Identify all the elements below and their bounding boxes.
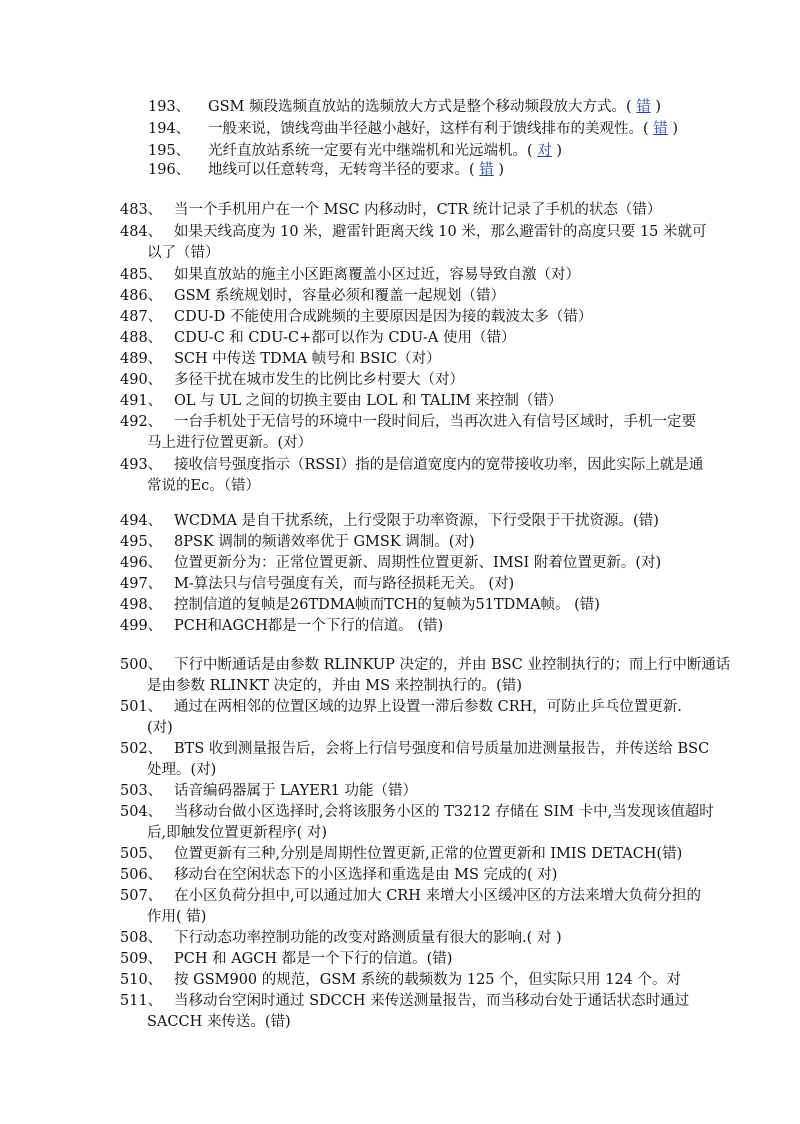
question-text: 一般来说，馈线弯曲半径越小越好，这样有利于馈线排布的美观性。( [208,121,654,137]
question-500-continued: 是由参数 RLINKT 决定的，并由 MS 来控制执行的。(错) [147,678,522,694]
question-text: 通过在两相邻的位置区域的边界上设置一滞后参数 CRH，可防止乒乓位置更新. [174,699,682,715]
question-number: 508、 [120,930,163,946]
question-number: 500、 [120,657,163,673]
question-text: 按 GSM900 的规范，GSM 系统的载频数为 125 个，但实际只用 124 个。对 [174,972,682,988]
question-number: 193、 [148,99,191,115]
question-number: 504、 [120,804,163,820]
question-number: 491、 [120,393,163,409]
question-number: 510、 [120,972,163,988]
question-number: 488、 [120,330,163,346]
question-493-continued: 常说的Ec。（错） [147,478,260,494]
question-text: 话音编码器属于 LAYER1 功能（错） [174,783,418,799]
question-number: 493、 [120,457,163,473]
question-text: 8PSK 调制的频谱效率优于 GMSK 调制。(对) [174,534,475,550]
question-number: 196、 [148,162,191,178]
question-text: 光纤直放站系统一定要有光中继端机和光远端机。( [208,143,538,159]
question-text: 在小区负荷分担中,可以通过加大 CRH 来增大小区缓冲区的方法来增大负荷分担的 [174,888,701,904]
question-number: 509、 [120,951,163,967]
question-number: 484、 [120,224,163,240]
question-number: 496、 [120,555,163,571]
question-number: 492、 [120,414,163,430]
question-text: 控制信道的复帧是26TDMA帧而TCH的复帧为51TDMA帧。 (错) [174,597,600,613]
question-text: WCDMA 是自干扰系统，上行受限于功率资源，下行受限于干扰资源。(错) [174,513,659,529]
question-number: 487、 [120,309,163,325]
question-507-continued: 作用( 错) [147,909,207,925]
answer: 错 [653,121,668,137]
answer: 对 [537,143,552,159]
question-text: 当移动台做小区选择时,会将该服务小区的 T3212 存储在 SIM 卡中,当发现该值超时 [174,804,714,820]
question-number: 495、 [120,534,163,550]
question-number: 485、 [120,267,163,283]
question-number: 505、 [120,846,163,862]
question-number: 498、 [120,597,163,613]
answer: 错 [636,99,651,115]
question-text: 一台手机处于无信号的环境中一段时间后，当再次进入有信号区域时，手机一定要 [174,414,696,430]
question-number: 501、 [120,699,163,715]
question-number: 483、 [120,202,163,218]
question-492-continued: 马上进行位置更新。(对） [147,435,313,451]
question-text: 位置更新分为：正常位置更新、周期性位置更新、IMSI 附着位置更新。(对) [174,555,662,571]
question-text: PCH 和 AGCH 都是一个下行的信道。(错) [174,951,453,967]
question-text: 移动台在空闲状态下的小区选择和重选是由 MS 完成的( 对) [174,867,558,883]
question-text: 当一个手机用户在一个 MSC 内移动时，CTR 统计记录了手机的状态（错） [174,202,662,218]
question-text: PCH和AGCH都是一个下行的信道。 (错) [174,618,444,634]
question-text: BTS 收到测量报告后，会将上行信号强度和信号质量加进测量报告，并传送给 BSC [174,741,710,757]
question-484-continued: 以了（错） [147,245,220,261]
question-502-continued: 处理。(对) [147,762,217,778]
question-number: 502、 [120,741,163,757]
question-number: 194、 [148,121,191,137]
question-text: GSM 频段选频直放站的选频放大方式是整个移动频段放大方式。( [208,99,637,115]
question-number: 489、 [120,351,163,367]
question-number: 195、 [148,143,191,159]
question-text: 下行动态功率控制功能的改变对路测质量有很大的影响.( 对 ) [174,930,562,946]
question-text: 接收信号强度指示（RSSI）指的是信道宽度内的宽带接收功率，因此实际上就是通 [174,457,704,473]
answer-close: ) [551,143,563,159]
question-511-continued: SACCH 来传送。(错) [147,1014,291,1030]
question-text: 如果直放站的施主小区距离覆盖小区过近，容易导致自激（对） [174,267,580,283]
question-number: 494、 [120,513,163,529]
question-number: 506、 [120,867,163,883]
question-text: GSM 系统规划时，容量必须和覆盖一起规划（错） [174,288,505,304]
question-text: 多径干扰在城市发生的比例比乡村要大（对） [174,372,464,388]
answer-close: ) [493,162,505,178]
question-text: 地线可以任意转弯，无转弯半径的要求。( [208,162,480,178]
question-501-continued: (对) [147,720,173,736]
question-text: 当移动台空闲时通过 SDCCH 来传送测量报告，而当移动台处于通话状态时通过 [174,993,690,1009]
question-number: 486、 [120,288,163,304]
question-number: 490、 [120,372,163,388]
answer-close: ) [667,121,679,137]
question-text: M-算法只与信号强度有关，而与路径损耗无关。 (对) [174,576,515,592]
question-text: 位置更新有三种,分别是周期性位置更新,正常的位置更新和 IMIS DETACH(错) [174,846,683,862]
question-text: OL 与 UL 之间的切换主要由 LOL 和 TALIM 来控制（错） [174,393,563,409]
question-number: 499、 [120,618,163,634]
question-text: CDU-D 不能使用合成跳频的主要原因是因为接的载波太多（错） [174,309,593,325]
question-text: 下行中断通话是由参数 RLINKUP 决定的，并由 BSC 业控制执行的；而上行中断通话 [174,657,731,673]
question-text: 如果天线高度为 10 米，避雷针距离天线 10 米，那么避雷针的高度只要 15 米就可 [174,224,707,240]
answer: 错 [479,162,494,178]
question-number: 507、 [120,888,163,904]
question-504-continued: 后,即触发位置更新程序( 对) [147,825,328,841]
question-text: CDU-C 和 CDU-C+都可以作为 CDU-A 使用（错） [174,330,516,346]
question-number: 511、 [120,993,163,1009]
answer-close: ) [650,99,662,115]
question-number: 497、 [120,576,163,592]
question-number: 503、 [120,783,163,799]
question-text: SCH 中传送 TDMA 帧号和 BSIC（对） [174,351,441,367]
